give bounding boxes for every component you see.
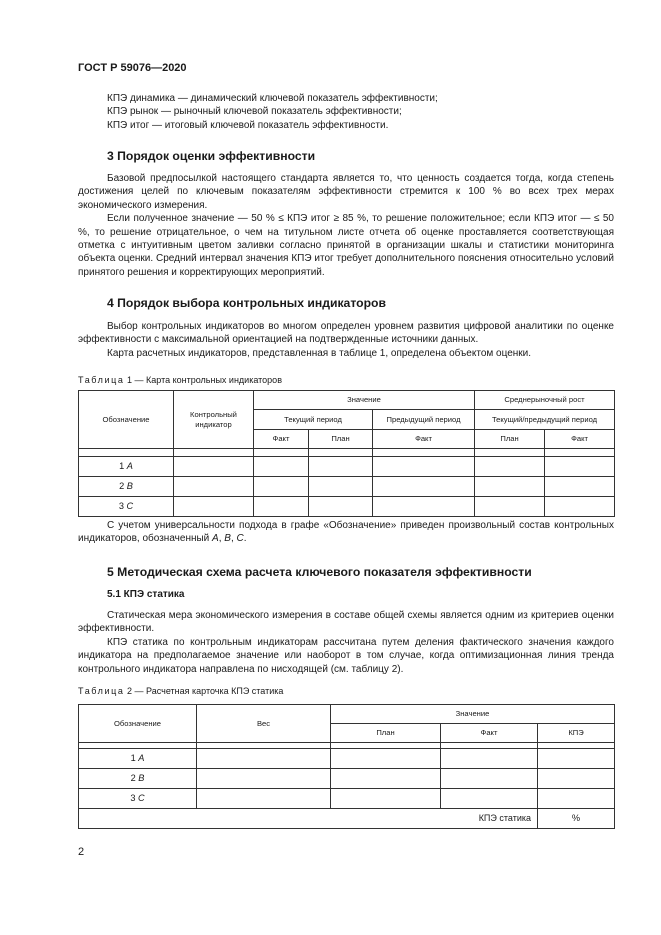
paragraph: КПЭ статика по контрольным индикаторам рассчитана путем деления фактического значения каждого индикатора на предполагаемое значение или наоборот в том случае, когда оптимизационная линия тренда контрольного индикатора направлена по нисходящей (см. таблицу 2). — [78, 636, 614, 675]
standard-header: ГОСТ Р 59076—2020 — [78, 62, 187, 74]
paragraph: Статическая мера экономического измерения в составе общей схемы является одним из критериев оценки эффективности. — [78, 610, 614, 635]
caption-text: 2 — Расчетная карточка КПЭ статика — [127, 686, 284, 696]
table-1-caption — [78, 375, 282, 385]
row-designation: 1 A — [79, 749, 197, 769]
caption-text: 1 — Карта контрольных индикаторов — [127, 375, 282, 385]
section-5-text — [78, 609, 614, 676]
definition-item: КПЭ итог — итоговый ключевой показатель эффективности. — [107, 119, 389, 131]
section-4-text — [78, 320, 614, 360]
table-row — [79, 769, 615, 789]
total-unit: % — [538, 809, 615, 829]
table-row — [79, 457, 615, 477]
definition-item: КПЭ рынок — рыночный ключевой показатель эффективности; — [107, 106, 402, 118]
total-label: КПЭ статика — [79, 809, 538, 829]
table-row — [79, 749, 615, 769]
header-current-previous: Текущий/предыдущий период — [475, 410, 615, 430]
table-row — [79, 477, 615, 497]
header-previous-period: Предыдущий период — [373, 410, 475, 430]
definitions-list — [107, 92, 438, 132]
header-fact: Факт — [545, 430, 615, 449]
after-table-1-text: С учетом универсальности подхода в графе «Обозначение» приведен произвольный состав контрольных индикаторов, обозначенный A, B, C. — [78, 520, 614, 545]
row-designation: 1 A — [79, 457, 174, 477]
section-3-title: 3 Порядок оценки эффективности — [107, 149, 316, 163]
table-total-row — [79, 809, 615, 829]
paragraph: Выбор контрольных индикаторов во многом определен уровнем развития цифровой аналитики по оценке эффективности с максимальной ориентацией на подтвержденные источники данных. — [78, 321, 614, 346]
section-5-1-title: 5.1 КПЭ статика — [107, 589, 185, 600]
section-5-title: 5 Методическая схема расчета ключевого показателя эффективности — [107, 565, 532, 579]
paragraph: Если полученное значение — 50 % ≤ КПЭ итог ≥ 85 %, то решение положительное; если КПЭ итог — ≤ 50 %, то решение отрицательное, о чем на титульном листе отчета об оценке проставляется соответствующая отметка с интуитивным цветом заливки согласно принятой в организации шкалы и статистики мониторинга объекта оценки. Средний интервал значения КПЭ итог требует дополнительного пояснения относительно условий принятого решения и корректирующих мероприятий. — [78, 213, 614, 278]
header-current-period: Текущий период — [254, 410, 373, 430]
header-market-growth: Среднерыночный рост — [475, 391, 615, 410]
table-2-caption — [78, 686, 283, 696]
paragraph: Базовой предпосылкой настоящего стандарта является то, что ценность создается тогда, когда степень достижения целей по ключевым показателям эффективности стремится к 100 % во всех трех мерах экономического измерения. — [78, 173, 614, 211]
header-weight: Вес — [197, 705, 331, 743]
table-1 — [78, 390, 615, 517]
row-designation: 3 C — [79, 789, 197, 809]
header-value: Значение — [254, 391, 475, 410]
header-kpe: КПЭ — [538, 724, 615, 743]
table-row — [79, 497, 615, 517]
section-3-text — [78, 172, 614, 279]
row-designation: 3 C — [79, 497, 174, 517]
header-fact: Факт — [373, 430, 475, 449]
header-designation: Обозначение — [79, 391, 174, 449]
definition-item: КПЭ динамика — динамический ключевой показатель эффективности; — [107, 93, 438, 104]
section-4-title: 4 Порядок выбора контрольных индикаторов — [107, 296, 386, 310]
table-2 — [78, 704, 615, 829]
header-plan: План — [331, 724, 441, 743]
caption-word: Таблица — [78, 375, 125, 385]
paragraph: Карта расчетных индикаторов, представленная в таблице 1, определена объектом оценки. — [107, 347, 532, 359]
page-number: 2 — [78, 846, 85, 858]
caption-word: Таблица — [78, 686, 125, 696]
row-designation: 2 B — [79, 769, 197, 789]
table-row — [79, 789, 615, 809]
header-fact: Факт — [254, 430, 309, 449]
header-designation: Обозначение — [79, 705, 197, 743]
header-plan: План — [309, 430, 373, 449]
header-fact: Факт — [441, 724, 538, 743]
row-designation: 2 B — [79, 477, 174, 497]
header-indicator: Контрольный индикатор — [174, 391, 254, 449]
header-plan: План — [475, 430, 545, 449]
header-value: Значение — [331, 705, 615, 724]
